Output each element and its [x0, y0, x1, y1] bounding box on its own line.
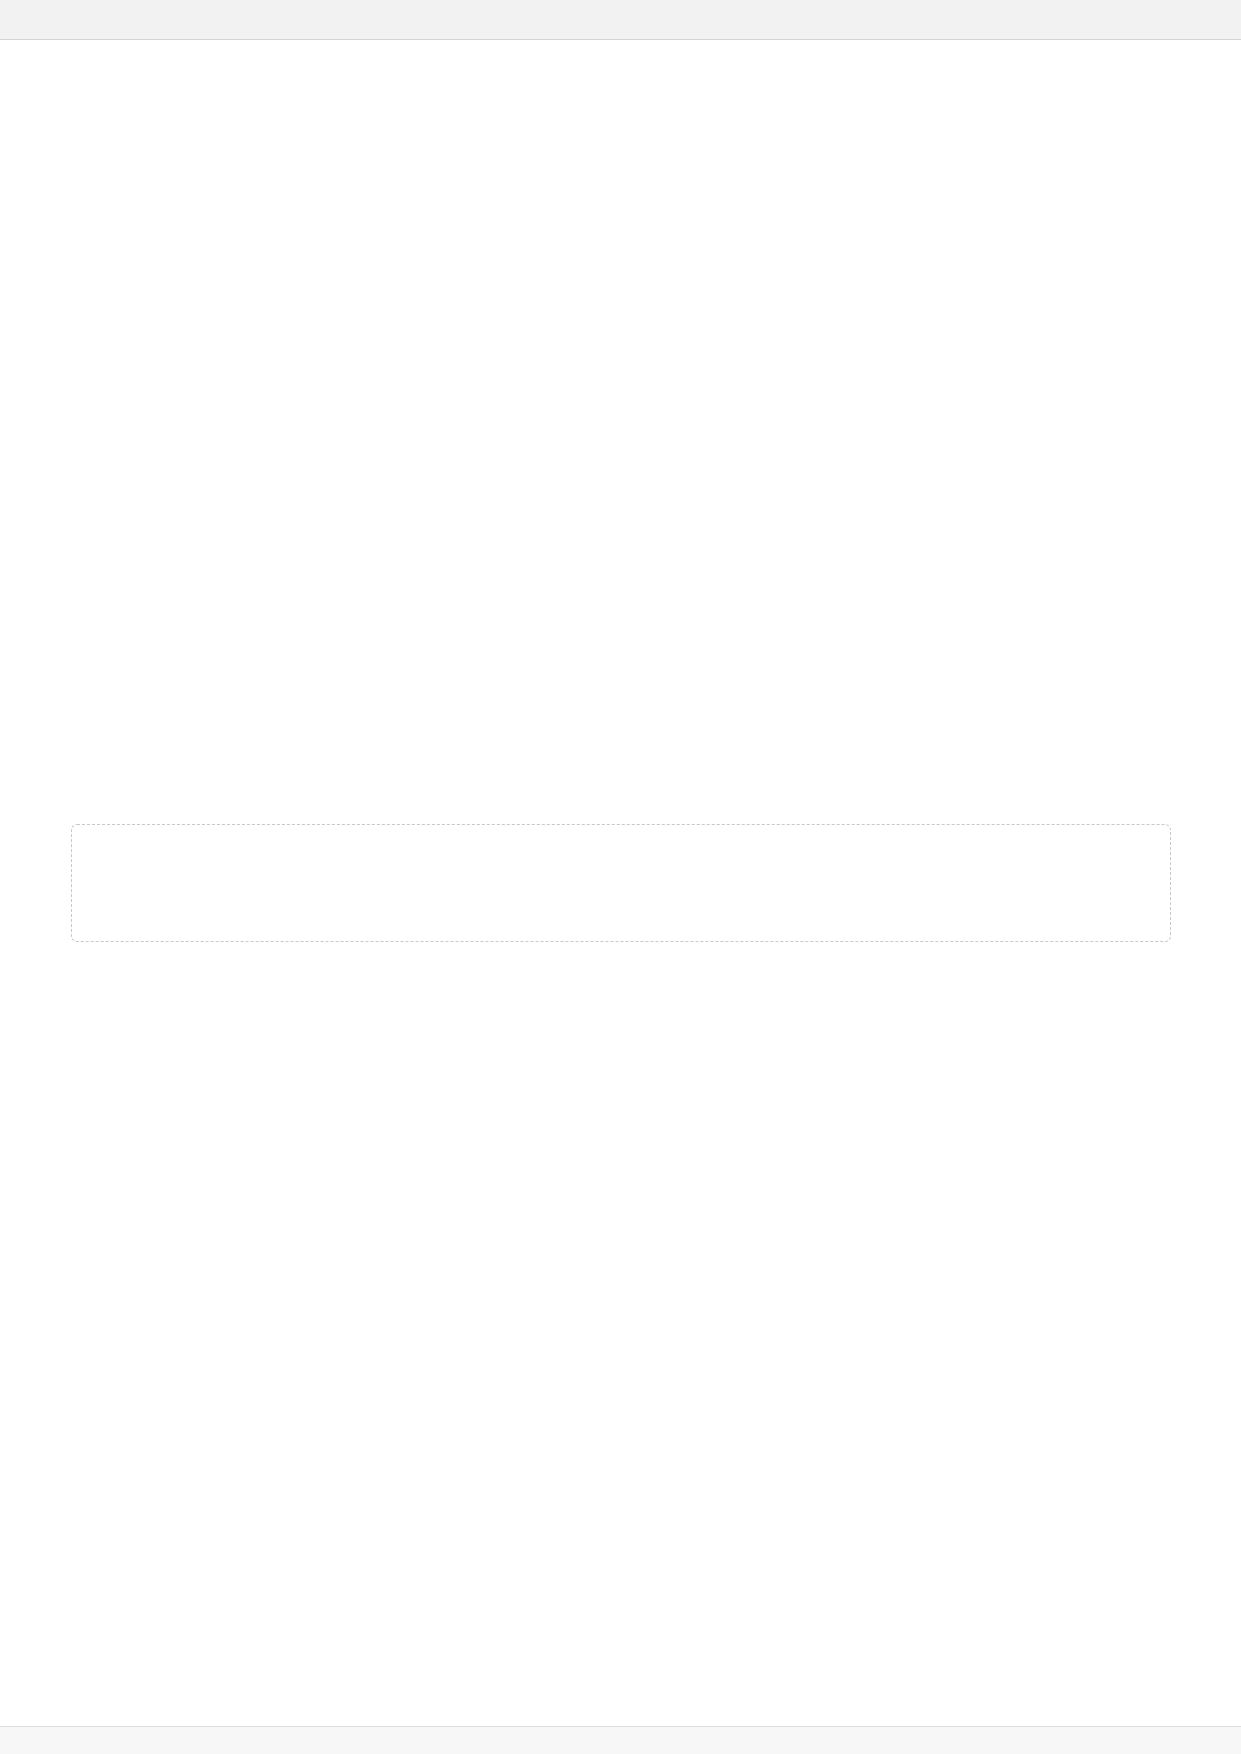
content-panel [71, 824, 1171, 942]
title-bar [0, 0, 1241, 40]
status-bar [0, 1726, 1241, 1754]
main-content-area [0, 40, 1241, 1726]
